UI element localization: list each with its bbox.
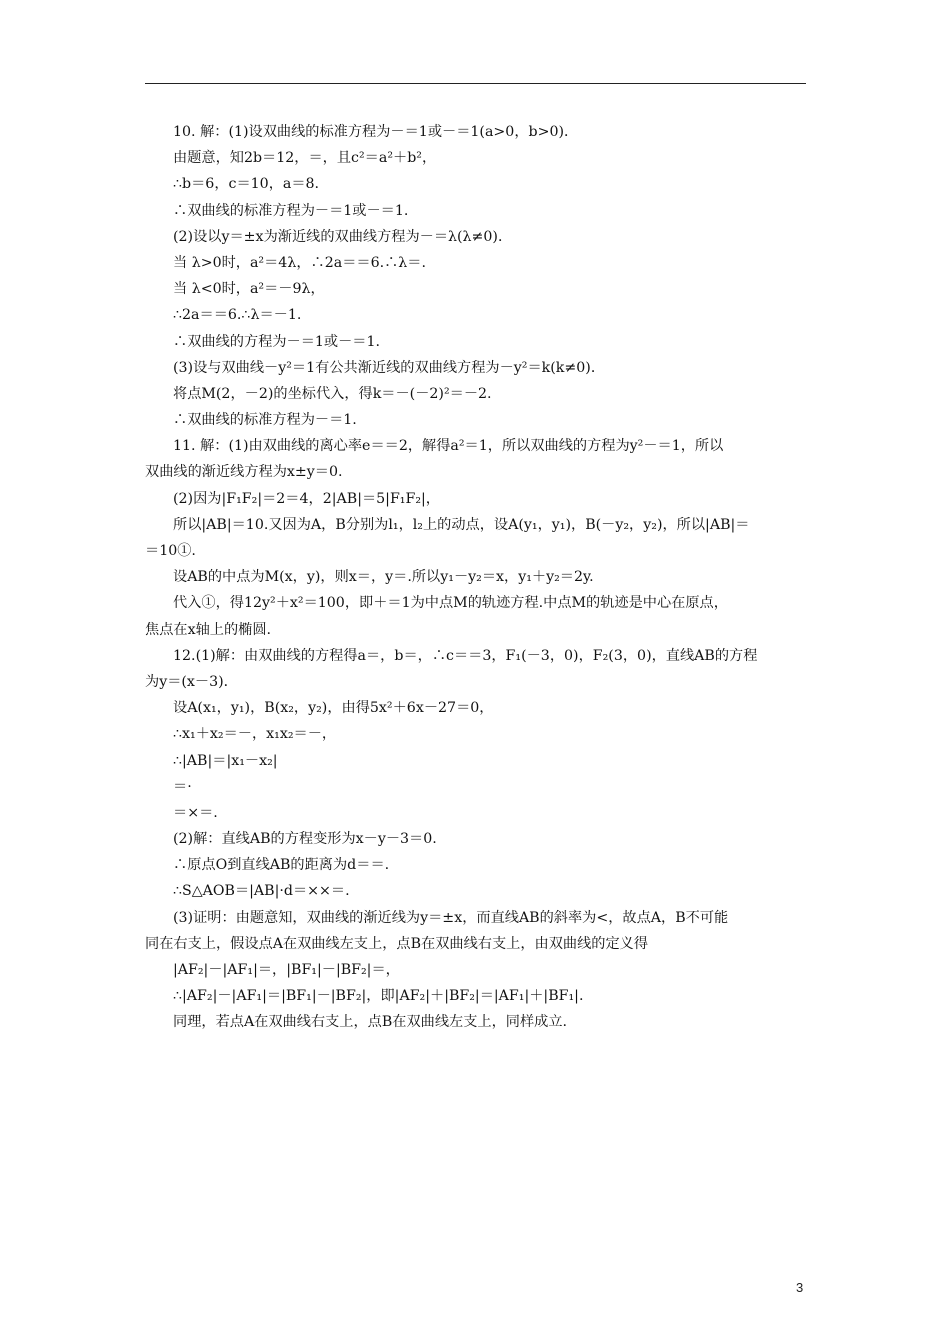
- text-line: 同在右支上，假设点A在双曲线左支上，点B在双曲线右支上，由双曲线的定义得: [145, 935, 649, 952]
- text-line: 当 λ>0时，a²＝4λ，∴2a＝＝6.∴λ＝.: [173, 254, 426, 271]
- text-line: 设AB的中点为M(x，y)，则x＝，y＝.所以y₁－y₂＝x，y₁＋y₂＝2y.: [173, 569, 594, 586]
- text-line: 为y＝(x－3)．: [145, 673, 238, 690]
- text-line: 当 λ<0时，a²＝－9λ，: [173, 281, 325, 298]
- text-line: 双曲线的渐近线方程为x±y＝0.: [145, 464, 343, 481]
- text-line: 由题意，知2b＝12，＝，且c²＝a²＋b²，: [173, 150, 437, 167]
- text-line: |AF₂|－|AF₁|＝，|BF₁|－|BF₂|＝，: [173, 962, 400, 978]
- text-line: 设A(x₁，y₁)，B(x₂，y₂)，由得5x²＋6x－27＝0，: [173, 700, 494, 717]
- document-body: [145, 119, 806, 1036]
- text-line: 焦点在x轴上的椭圆.: [145, 621, 272, 638]
- text-line: (3)设与双曲线－y²＝1有公共渐近线的双曲线方程为－y²＝k(k≠0)．: [173, 359, 606, 376]
- text-line: ∴S△AOB＝|AB|·d＝××＝.: [173, 883, 350, 900]
- header-rule: [145, 83, 806, 84]
- text-line: ∴|AF₂|－|AF₁|＝|BF₁|－|BF₂|，即|AF₂|＋|BF₂|＝|AF₁|＋|BF₁|.: [173, 988, 584, 1005]
- text-line: ∴原点O到直线AB的距离为d＝＝.: [173, 857, 390, 874]
- text-line: 10. 解：(1)设双曲线的标准方程为－＝1或－＝1(a>0，b>0)．: [173, 124, 579, 140]
- text-line: ＝×＝.: [173, 804, 218, 821]
- text-line: ＝·: [173, 778, 192, 795]
- text-line: 同理，若点A在双曲线右支上，点B在双曲线左支上，同样成立.: [173, 1014, 568, 1031]
- text-line: ∴x₁＋x₂＝－，x₁x₂＝－，: [173, 726, 337, 743]
- text-line: (3)证明：由题意知，双曲线的渐近线为y＝±x，而直线AB的斜率为<，故点A，B不可能: [173, 909, 729, 926]
- text-line: 将点M(2，－2)的坐标代入，得k＝－(－2)²＝－2.: [173, 385, 492, 402]
- text-line: (2)设以y＝±x为渐近线的双曲线方程为－＝λ(λ≠0)．: [173, 228, 513, 245]
- page-number: 3: [796, 1280, 804, 1295]
- text-line: 所以|AB|＝10.又因为A，B分别为l₁，l₂上的动点，设A(y₁，y₁)，B(－y₂，y₂)，所以|AB|＝: [173, 516, 750, 533]
- text-line: ∴双曲线的方程为－＝1或－＝1.: [173, 333, 381, 350]
- text-line: ∴b＝6，c＝10，a＝8.: [173, 176, 320, 193]
- text-line: ∴双曲线的标准方程为－＝1或－＝1.: [173, 202, 409, 219]
- text-line: ∴双曲线的标准方程为－＝1.: [173, 412, 357, 429]
- text-line: ＝10①.: [145, 543, 196, 559]
- text-line: 代入①，得12y²＋x²＝100，即＋＝1为中点M的轨迹方程.中点M的轨迹是中心在原点，: [173, 595, 728, 612]
- text-line: (2)因为|F₁F₂|＝2＝4，2|AB|＝5|F₁F₂|，: [173, 490, 440, 507]
- text-line: ∴2a＝＝6.∴λ＝－1.: [173, 307, 302, 324]
- text-line: ∴|AB|＝|x₁－x₂|: [173, 752, 278, 769]
- text-line: (2)解：直线AB的方程变形为x－y－3＝0.: [173, 831, 437, 848]
- text-line: 11. 解：(1)由双曲线的离心率e＝＝2，解得a²＝1，所以双曲线的方程为y²－＝1，所以: [173, 438, 724, 455]
- text-line: 12.(1)解：由双曲线的方程得a＝，b＝，∴c＝＝3，F₁(－3，0)，F₂(3，0)，直线AB的方程: [173, 647, 758, 664]
